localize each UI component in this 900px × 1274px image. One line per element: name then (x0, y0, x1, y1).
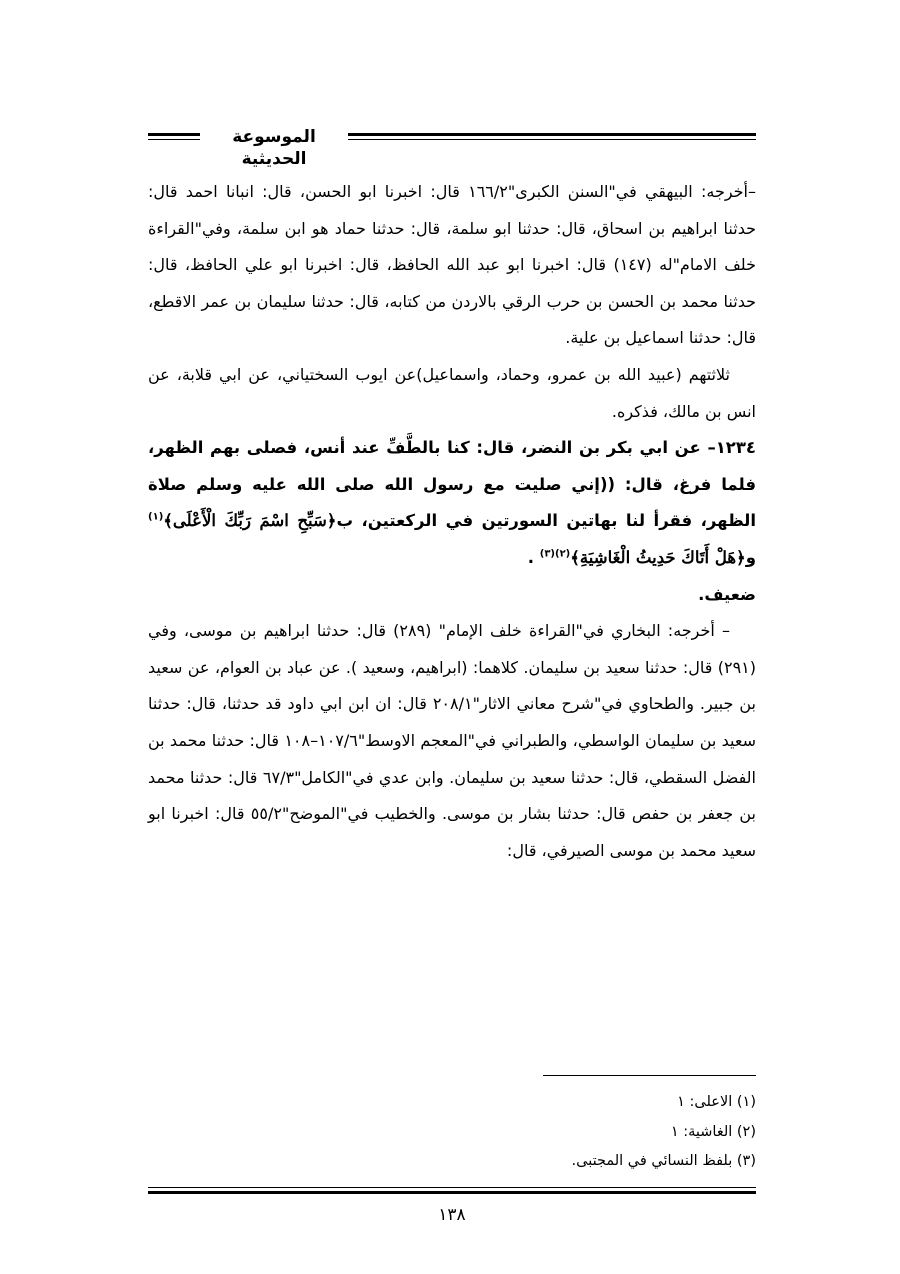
footnote-1: (١) الاعلى: ١ (677, 1094, 756, 1110)
footnote-2: (٢) الغاشية: ١ (670, 1123, 756, 1140)
document-page (148, 0, 756, 1274)
footer-rule (148, 1187, 756, 1194)
page-number: ١٣٨ (438, 1205, 466, 1225)
header-rule-right (348, 133, 756, 140)
footnote-3: (٣) بلفظ النسائي في المجتبى. (571, 1153, 756, 1169)
paragraph-takhrij-bayhaqi: –أخرجه: البيهقي في"السنن الكبرى"١٦٦/٢ قال: اخبرنا ابو الحسن، قال: انبانا احمد قال: حدثنا ابراهيم بن اسحاق، قال: حدثنا ابو سلمة، قال: حدثنا حماد هو ابن سلمة، وفي"القراءة خلف الامام"له (١٤٧) قال: اخبرنا ابو عبد الله الحافظ، قال: اخبرنا ابو علي الحافظ، قال: حدثنا محمد بن الحسن بن حرب الرقي بالاردن من كتابه، قال: حدثنا سليمان بن عمر الاقطع، قال: حدثنا اسماعيل بن علية. (148, 182, 757, 348)
footnote-ref-2-3[interactable]: (٢)(٣) (539, 548, 571, 560)
hadith-grade: ضعيف. (698, 584, 756, 604)
header-rule-left (148, 133, 200, 140)
page-header (148, 126, 756, 169)
body-text (148, 174, 756, 869)
header-title: الموسوعة الحديثية (232, 127, 316, 169)
footnote-ref-1[interactable]: (١) (148, 511, 164, 523)
sentence-end: . (527, 547, 540, 567)
footnote-separator (543, 1075, 756, 1076)
hadith-paragraph (148, 430, 756, 576)
paragraph-chain-summary: ثلاثتهم (عبيد الله بن عمرو، وحماد، واسماعيل)عن ايوب السختياني، عن ابي قلابة، عن انس بن مالك، فذكره. (148, 364, 756, 421)
hadith-text: ١٢٣٤– عن ابي بكر بن النضر، قال: كنا بالطَّفِّ عند أنس، فصلى بهم الظهر، فلما فرغ، قال: ((إني صليت مع رسول الله صلى الله عليه وسلم صلاة الظهر، فقرأ لنا بهاتين السورتين في الركعتين، ب (148, 438, 756, 531)
footnotes (148, 1088, 756, 1177)
quran-verse-al-ghashiya: ﴿هَلْ أَتَاكَ حَدِيثُ الْغَاشِيَةِ﴾ (570, 547, 746, 567)
connector-text: و (745, 547, 756, 567)
paragraph-takhrij-bukhari: – أخرجه: البخاري في"القراءة خلف الإمام" (٢٨٩) قال: حدثنا ابراهيم بن موسى، وفي (٢٩١) قال: حدثنا سعيد بن سليمان. كلاهما: (ابراهيم، وسعيد ). عن عباد بن العوام، عن سعيد بن جبير. والطحاوي في"شرح معاني الاثار"٢٠٨/١ قال: ان ابن ابي داود قد حدثنا، قال: حدثنا سعيد بن سليمان الواسطي، والطبراني في"المعجم الاوسط"١٠٧/٦–١٠٨ قال: حدثنا محمد بن الفضل السقطي، قال: حدثنا سعيد بن سليمان. وابن عدي في"الكامل"٦٧/٣ قال: حدثنا محمد بن جعفر بن حفص قال: حدثنا بشار بن موسى. والخطيب في"الموضح"٥٥/٢ قال: اخبرنا ابو سعيد محمد بن موسى الصيرفي، قال: (148, 621, 757, 860)
quran-verse-al-ala: ﴿سَبِّحِ اسْمَ رَبِّكَ الْأَعْلَى﴾ (163, 511, 337, 531)
